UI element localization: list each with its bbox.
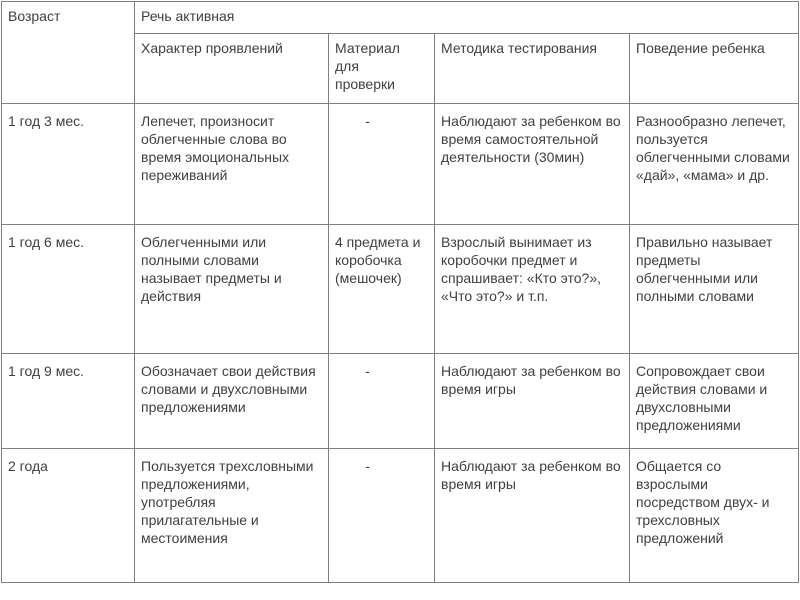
cell-age: 2 года bbox=[2, 449, 135, 583]
header-method: Методика тестирования bbox=[435, 34, 630, 104]
header-age: Возраст bbox=[2, 2, 135, 104]
table-row bbox=[2, 104, 799, 225]
cell-manifestation: Пользуется трехсловными предложениями, употребляя прилагательные и местоимения bbox=[135, 449, 329, 583]
cell-material: - bbox=[329, 354, 435, 449]
table-row bbox=[2, 354, 799, 449]
cell-method: Наблюдают за ребенком во время самостоятельной деятельности (30мин) bbox=[435, 104, 630, 225]
cell-behavior: Сопровождает свои действия словами и двухсловными предложениями bbox=[630, 354, 799, 449]
cell-manifestation: Облегченными или полными словами называет предметы и действия bbox=[135, 225, 329, 354]
cell-method: Взрослый вынимает из коробочки предмет и спрашивает: «Кто это?», «Что это?» и т.п. bbox=[435, 225, 630, 354]
cell-material: - bbox=[329, 104, 435, 225]
cell-behavior: Общается со взрослыми посредством двух- и трехсловных предложений bbox=[630, 449, 799, 583]
cell-manifestation: Обозначает свои действия словами и двухсловными предложениями bbox=[135, 354, 329, 449]
cell-age: 1 год 6 мес. bbox=[2, 225, 135, 354]
table-row bbox=[2, 225, 799, 354]
header-behavior: Поведение ребенка bbox=[630, 34, 799, 104]
cell-method: Наблюдают за ребенком во время игры bbox=[435, 449, 630, 583]
cell-age: 1 год 9 мес. bbox=[2, 354, 135, 449]
header-material: Материал для проверки bbox=[329, 34, 435, 104]
header-manifestation: Характер проявлений bbox=[135, 34, 329, 104]
cell-material: 4 предмета и коробочка (мешочек) bbox=[329, 225, 435, 354]
speech-development-table bbox=[1, 1, 799, 583]
cell-material: - bbox=[329, 449, 435, 583]
cell-age: 1 год 3 мес. bbox=[2, 104, 135, 225]
cell-method: Наблюдают за ребенком во время игры bbox=[435, 354, 630, 449]
header-speech-active: Речь активная bbox=[135, 2, 799, 34]
cell-manifestation: Лепечет, произносит облегченные слова во время эмоциональных переживаний bbox=[135, 104, 329, 225]
header-row-1 bbox=[2, 2, 799, 34]
table-row bbox=[2, 449, 799, 583]
cell-behavior: Разнообразно лепечет, пользуется облегченными словами «дай», «мама» и др. bbox=[630, 104, 799, 225]
cell-behavior: Правильно называет предметы облегченными или полными словами bbox=[630, 225, 799, 354]
